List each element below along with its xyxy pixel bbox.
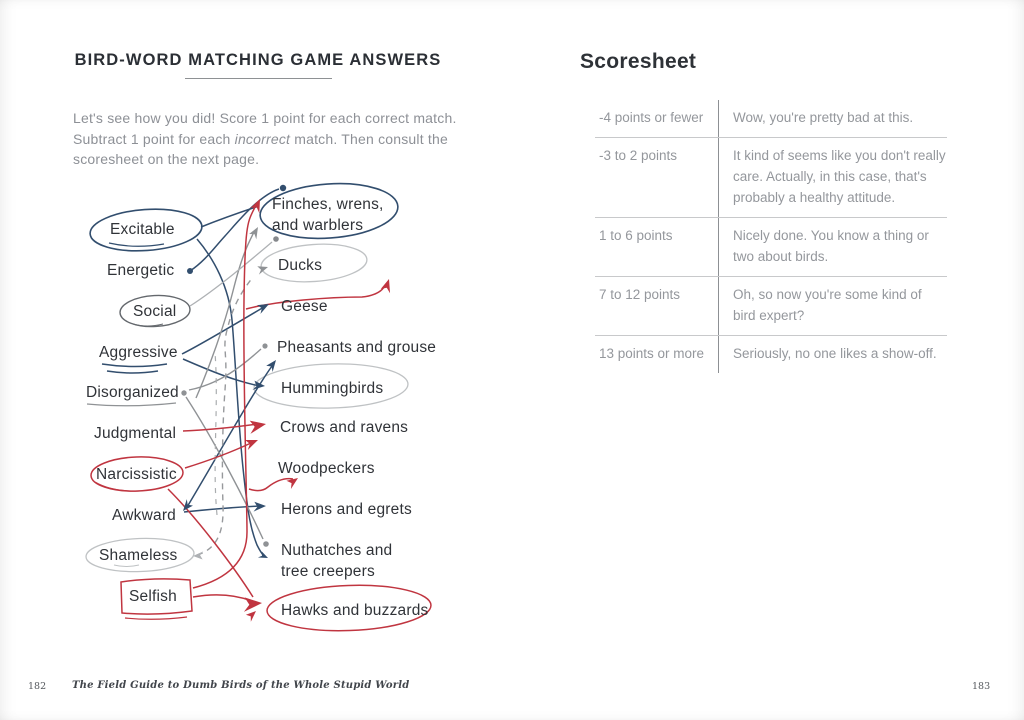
table-row [595, 100, 947, 138]
table-row [595, 336, 947, 373]
bird-pheasants: Pheasants and grouse [277, 339, 437, 356]
bird-geese: Geese [281, 298, 328, 315]
bird-herons: Herons and egrets [281, 501, 412, 518]
word-judgmental: Judgmental [94, 425, 177, 442]
intro-text: match. Then consult the scoresheet on the next page. [73, 130, 448, 167]
result-cell: Nicely done. You know a thing or two about birds. [718, 218, 947, 276]
disorganized-underline [87, 403, 176, 406]
intro-text: Let's see how you did! Score 1 point for each correct match. Subtract 1 point for each [73, 110, 457, 147]
word-energetic: Energetic [107, 262, 175, 279]
word-selfish: Selfish [129, 588, 177, 605]
bird-woodpeckers: Woodpeckers [278, 460, 375, 477]
intro-paragraph [73, 108, 459, 170]
word-shameless: Shameless [99, 547, 178, 564]
table-row [595, 138, 947, 218]
points-cell: -3 to 2 points [599, 148, 678, 163]
points-cell: 7 to 12 points [599, 287, 681, 302]
running-footer-title: The Field Guide to Dumb Birds of the Whole Stupid World [72, 680, 410, 691]
result-cell: It kind of seems like you don't really care. Actually, in this case, that's probably a healthy attitude. [718, 138, 947, 217]
word-narcissistic: Narcissistic [96, 466, 177, 483]
scoresheet-table [595, 100, 947, 373]
shameless-squiggle [114, 565, 139, 567]
word-aggressive: Aggressive [99, 344, 178, 361]
word-disorganized: Disorganized [86, 384, 179, 401]
result-cell: Oh, so now you're some kind of bird expert? [718, 277, 947, 335]
title-rule [185, 78, 332, 79]
word-social: Social [133, 303, 177, 320]
bird-crows: Crows and ravens [280, 419, 409, 436]
selfish-box-underline [125, 617, 187, 619]
left-page-number: 182 [28, 681, 47, 692]
word-excitable: Excitable [110, 221, 175, 238]
result-cell: Wow, you're pretty bad at this. [718, 100, 947, 137]
intro-italic-word: incorrect [234, 130, 291, 147]
word-awkward: Awkward [112, 507, 176, 524]
bird-nuthatches: Nuthatches and tree creepers [281, 542, 393, 580]
result-cell: Seriously, no one likes a show-off. [718, 336, 947, 373]
bird-hawks: Hawks and buzzards [281, 602, 429, 619]
points-cell: -4 points or fewer [599, 110, 704, 125]
bird-finches: Finches, wrens, and warblers [272, 196, 384, 234]
right-page-number: 183 [972, 681, 991, 692]
bird-hummingbirds: Hummingbirds [281, 380, 384, 397]
gray-connectors [186, 232, 263, 539]
table-row [595, 277, 947, 336]
left-page-title: BIRD-WORD MATCHING GAME ANSWERS [74, 51, 442, 69]
bird-ducks: Ducks [278, 257, 323, 274]
aggressive-underlines [102, 364, 167, 373]
table-row [595, 218, 947, 277]
excitable-squiggle [109, 243, 164, 246]
right-page-title: Scoresheet [580, 50, 697, 73]
points-cell: 1 to 6 points [599, 228, 673, 243]
points-cell: 13 points or more [599, 346, 705, 361]
